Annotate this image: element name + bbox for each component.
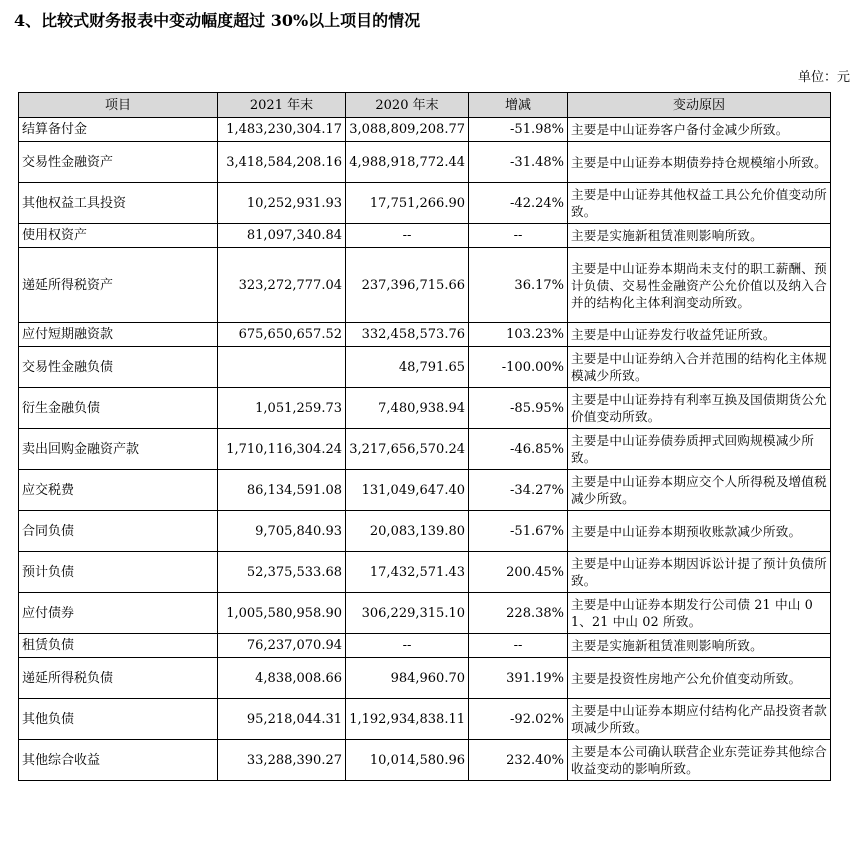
header-item: 项目 [19, 93, 218, 118]
section-heading: 4、比较式财务报表中变动幅度超过 30%以上项目的情况 [14, 11, 421, 30]
row-change: -34.27% [469, 470, 568, 511]
row-2020: 306,229,315.10 [346, 593, 469, 634]
row-2020: 3,088,809,208.77 [346, 118, 469, 142]
table-row [19, 470, 831, 511]
row-reason: 主要是中山证券纳入合并范围的结构化主体规模减少所致。 [568, 347, 831, 388]
table-row [19, 118, 831, 142]
table-row [19, 511, 831, 552]
row-2021: 1,483,230,304.17 [218, 118, 346, 142]
table-row [19, 388, 831, 429]
row-2020: 20,083,139.80 [346, 511, 469, 552]
row-item: 卖出回购金融资产款 [19, 429, 218, 470]
row-item: 合同负债 [19, 511, 218, 552]
row-2021: 3,418,584,208.16 [218, 142, 346, 183]
row-item: 应交税费 [19, 470, 218, 511]
table-row [19, 142, 831, 183]
row-change: -85.95% [469, 388, 568, 429]
row-reason: 主要是中山证券债券质押式回购规模减少所致。 [568, 429, 831, 470]
row-change: -42.24% [469, 183, 568, 224]
row-change: -- [469, 224, 568, 248]
row-item: 交易性金融资产 [19, 142, 218, 183]
row-item: 应付债券 [19, 593, 218, 634]
row-2020: 7,480,938.94 [346, 388, 469, 429]
row-item: 应付短期融资款 [19, 323, 218, 347]
header-2020: 2020 年末 [346, 93, 469, 118]
row-change: 103.23% [469, 323, 568, 347]
row-change: 200.45% [469, 552, 568, 593]
row-change: -51.67% [469, 511, 568, 552]
row-change: -31.48% [469, 142, 568, 183]
row-reason: 主要是中山证券本期债券持仓规模缩小所致。 [568, 142, 831, 183]
row-reason: 主要是中山证券客户备付金减少所致。 [568, 118, 831, 142]
row-2020: 332,458,573.76 [346, 323, 469, 347]
row-2020: 237,396,715.66 [346, 248, 469, 323]
row-item: 交易性金融负债 [19, 347, 218, 388]
table-row [19, 699, 831, 740]
row-2021: 323,272,777.04 [218, 248, 346, 323]
row-change: 391.19% [469, 658, 568, 699]
row-reason: 主要是中山证券本期预收账款减少所致。 [568, 511, 831, 552]
header-change: 增减 [469, 93, 568, 118]
row-item: 租赁负债 [19, 634, 218, 658]
row-change: -- [469, 634, 568, 658]
row-2021: 1,710,116,304.24 [218, 429, 346, 470]
row-reason: 主要是中山证券本期因诉讼计提了预计负债所致。 [568, 552, 831, 593]
row-2021: 1,051,259.73 [218, 388, 346, 429]
row-change: -100.00% [469, 347, 568, 388]
row-2020: 10,014,580.96 [346, 740, 469, 781]
row-change: -46.85% [469, 429, 568, 470]
row-2021: 95,218,044.31 [218, 699, 346, 740]
row-2021: 1,005,580,958.90 [218, 593, 346, 634]
row-item: 结算备付金 [19, 118, 218, 142]
table-header-row [19, 93, 831, 118]
row-2020: 48,791.65 [346, 347, 469, 388]
table-row [19, 224, 831, 248]
row-reason: 主要是中山证券本期发行公司债 21 中山 01、21 中山 02 所致。 [568, 593, 831, 634]
row-reason: 主要是中山证券本期应付结构化产品投资者款项减少所致。 [568, 699, 831, 740]
table-row [19, 429, 831, 470]
table-row [19, 593, 831, 634]
table-row [19, 183, 831, 224]
row-reason: 主要是中山证券其他权益工具公允价值变动所致。 [568, 183, 831, 224]
row-2021: 33,288,390.27 [218, 740, 346, 781]
row-reason: 主要是实施新租赁准则影响所致。 [568, 224, 831, 248]
row-item: 其他负债 [19, 699, 218, 740]
row-2020: 1,192,934,838.11 [346, 699, 469, 740]
unit-label: 单位：元 [797, 70, 850, 85]
row-reason: 主要是中山证券持有利率互换及国债期货公允价值变动所致。 [568, 388, 831, 429]
row-reason: 主要是中山证券本期尚未支付的职工薪酬、预计负债、交易性金融资产公允价值以及纳入合并的结构化主体利润变动所致。 [568, 248, 831, 323]
header-2021: 2021 年末 [218, 93, 346, 118]
header-reason: 变动原因 [568, 93, 831, 118]
table-row [19, 552, 831, 593]
row-2021: 76,237,070.94 [218, 634, 346, 658]
row-item: 递延所得税负债 [19, 658, 218, 699]
row-2021: 4,838,008.66 [218, 658, 346, 699]
table-row [19, 634, 831, 658]
table-row [19, 740, 831, 781]
row-2020: 4,988,918,772.44 [346, 142, 469, 183]
table-row [19, 658, 831, 699]
row-reason: 主要是本公司确认联营企业东莞证券其他综合收益变动的影响所致。 [568, 740, 831, 781]
row-2020: -- [346, 634, 469, 658]
row-reason: 主要是中山证券发行收益凭证所致。 [568, 323, 831, 347]
row-2021: 9,705,840.93 [218, 511, 346, 552]
row-change: 228.38% [469, 593, 568, 634]
row-change: 36.17% [469, 248, 568, 323]
row-change: -92.02% [469, 699, 568, 740]
row-2021: 86,134,591.08 [218, 470, 346, 511]
row-item: 其他权益工具投资 [19, 183, 218, 224]
table-row [19, 347, 831, 388]
row-2020: -- [346, 224, 469, 248]
financial-change-table [18, 92, 831, 781]
row-2020: 17,432,571.43 [346, 552, 469, 593]
table-row [19, 323, 831, 347]
row-2020: 3,217,656,570.24 [346, 429, 469, 470]
row-reason: 主要是中山证券本期应交个人所得税及增值税减少所致。 [568, 470, 831, 511]
row-2021 [218, 347, 346, 388]
row-2021: 52,375,533.68 [218, 552, 346, 593]
row-item: 预计负债 [19, 552, 218, 593]
row-2021: 675,650,657.52 [218, 323, 346, 347]
row-reason: 主要是投资性房地产公允价值变动所致。 [568, 658, 831, 699]
row-item: 递延所得税资产 [19, 248, 218, 323]
table-row [19, 248, 831, 323]
row-item: 使用权资产 [19, 224, 218, 248]
row-2021: 81,097,340.84 [218, 224, 346, 248]
row-2020: 131,049,647.40 [346, 470, 469, 511]
row-reason: 主要是实施新租赁准则影响所致。 [568, 634, 831, 658]
row-item: 衍生金融负债 [19, 388, 218, 429]
row-2020: 984,960.70 [346, 658, 469, 699]
row-change: 232.40% [469, 740, 568, 781]
row-change: -51.98% [469, 118, 568, 142]
row-2020: 17,751,266.90 [346, 183, 469, 224]
row-item: 其他综合收益 [19, 740, 218, 781]
row-2021: 10,252,931.93 [218, 183, 346, 224]
